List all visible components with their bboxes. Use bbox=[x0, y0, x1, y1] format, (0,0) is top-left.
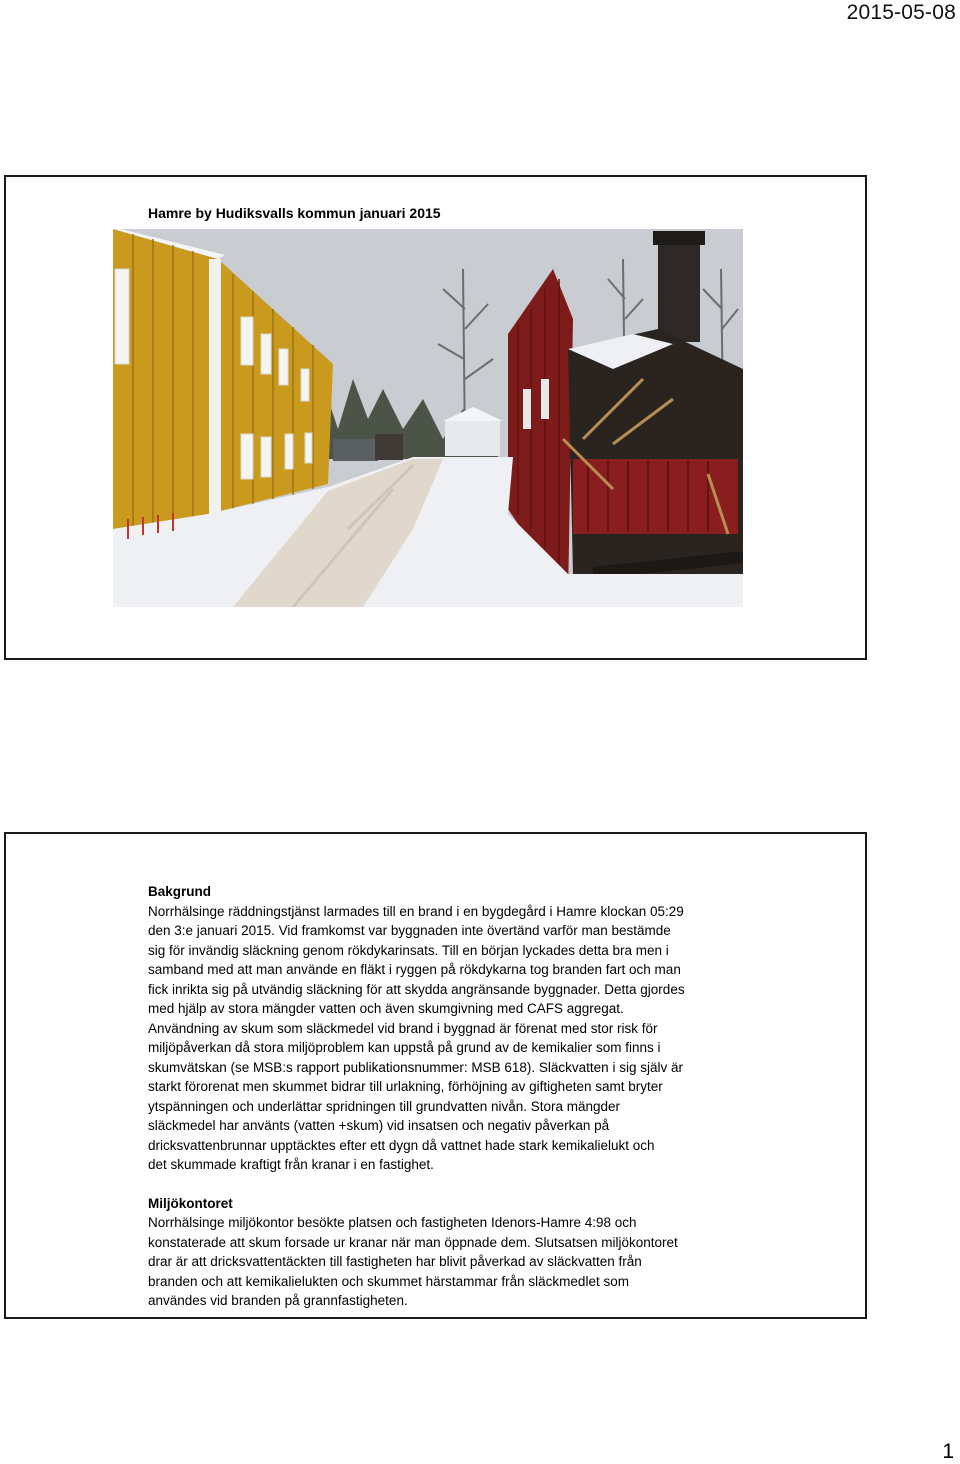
header-date: 2015-05-08 bbox=[846, 1, 956, 24]
bakgrund-line: med hjälp av stora mängder vatten och även skumgivning med CAFS aggregat. bbox=[148, 1001, 624, 1016]
bakgrund-line: sig för invändig släckning genom rökdykarinsats. Till en början lyckades detta bra men i bbox=[148, 942, 669, 958]
miljo-line: Norrhälsinge miljökontor besökte platsen och fastigheten Idenors-Hamre 4:98 och bbox=[148, 1215, 637, 1230]
bakgrund-line: miljöpåverkan då stora miljöproblem kan uppstå på grund av de kemikalier som finns i bbox=[148, 1040, 661, 1055]
fire-damage-photo bbox=[113, 229, 743, 607]
bakgrund-heading: Bakgrund bbox=[148, 884, 212, 899]
page-number: 1 bbox=[942, 1440, 954, 1463]
text-block bbox=[148, 882, 748, 1311]
bakgrund-line: skumvätskan (se MSB:s rapport publikationsnummer: MSB 618). Släckvatten i sig själv är bbox=[148, 1059, 683, 1075]
bakgrund-line: släckmedel har använts (vatten +skum) vid insatsen och negativ påverkan på bbox=[148, 1118, 610, 1133]
bakgrund-line: Norrhälsinge räddningstjänst larmades till en brand i en bygdegård i Hamre klockan 05:29 bbox=[148, 903, 684, 919]
bakgrund-line: det skummade kraftigt från kranar i en fastighet. bbox=[148, 1157, 434, 1172]
slide-text bbox=[4, 832, 867, 1319]
slide-title: Hamre by Hudiksvalls kommun januari 2015 bbox=[148, 205, 441, 221]
slide-photo bbox=[4, 175, 867, 660]
bakgrund-line: fick inrikta sig på utvändig släckning för att skydda angränsande byggnader. Detta gjordes bbox=[148, 981, 685, 997]
bakgrund-line: ytspänningen och underlättar spridningen till grundvatten nivån. Stora mängder bbox=[148, 1098, 621, 1114]
bakgrund-line: den 3:e januari 2015. Vid framkomst var byggnaden inte övertänd varför man bestämde bbox=[148, 923, 671, 938]
bakgrund-line: dricksvattenbrunnar upptäcktes efter ett dygn då vattnet hade stark kemikalielukt och bbox=[148, 1137, 655, 1153]
miljo-line: konstaterade att skum forsade ur kranar när man öppnade dem. Slutsatsen miljökontoret bbox=[148, 1234, 678, 1250]
bakgrund-line: starkt förorenat men skummet bidrar till urlakning, förhöjning av giftigheten samt bryter bbox=[148, 1079, 663, 1094]
bakgrund-line: samband med att man använde en fläkt i ryggen på rökdykarna tog branden fart och man bbox=[148, 962, 681, 977]
miljo-line: drar är att dricksvattentäckten till fastigheten har blivit påverkad av släckvatten från bbox=[148, 1254, 642, 1269]
paragraph-gap bbox=[148, 1175, 748, 1194]
bakgrund-line: Användning av skum som släckmedel vid brand i byggnad är förenat med stor risk för bbox=[148, 1020, 658, 1036]
miljo-line: användes vid branden på grannfastigheten. bbox=[148, 1293, 408, 1308]
miljo-line: branden och att kemikalielukten och skummet härstammar från släckmedlet som bbox=[148, 1273, 629, 1289]
miljo-heading: Miljökontoret bbox=[148, 1195, 233, 1211]
